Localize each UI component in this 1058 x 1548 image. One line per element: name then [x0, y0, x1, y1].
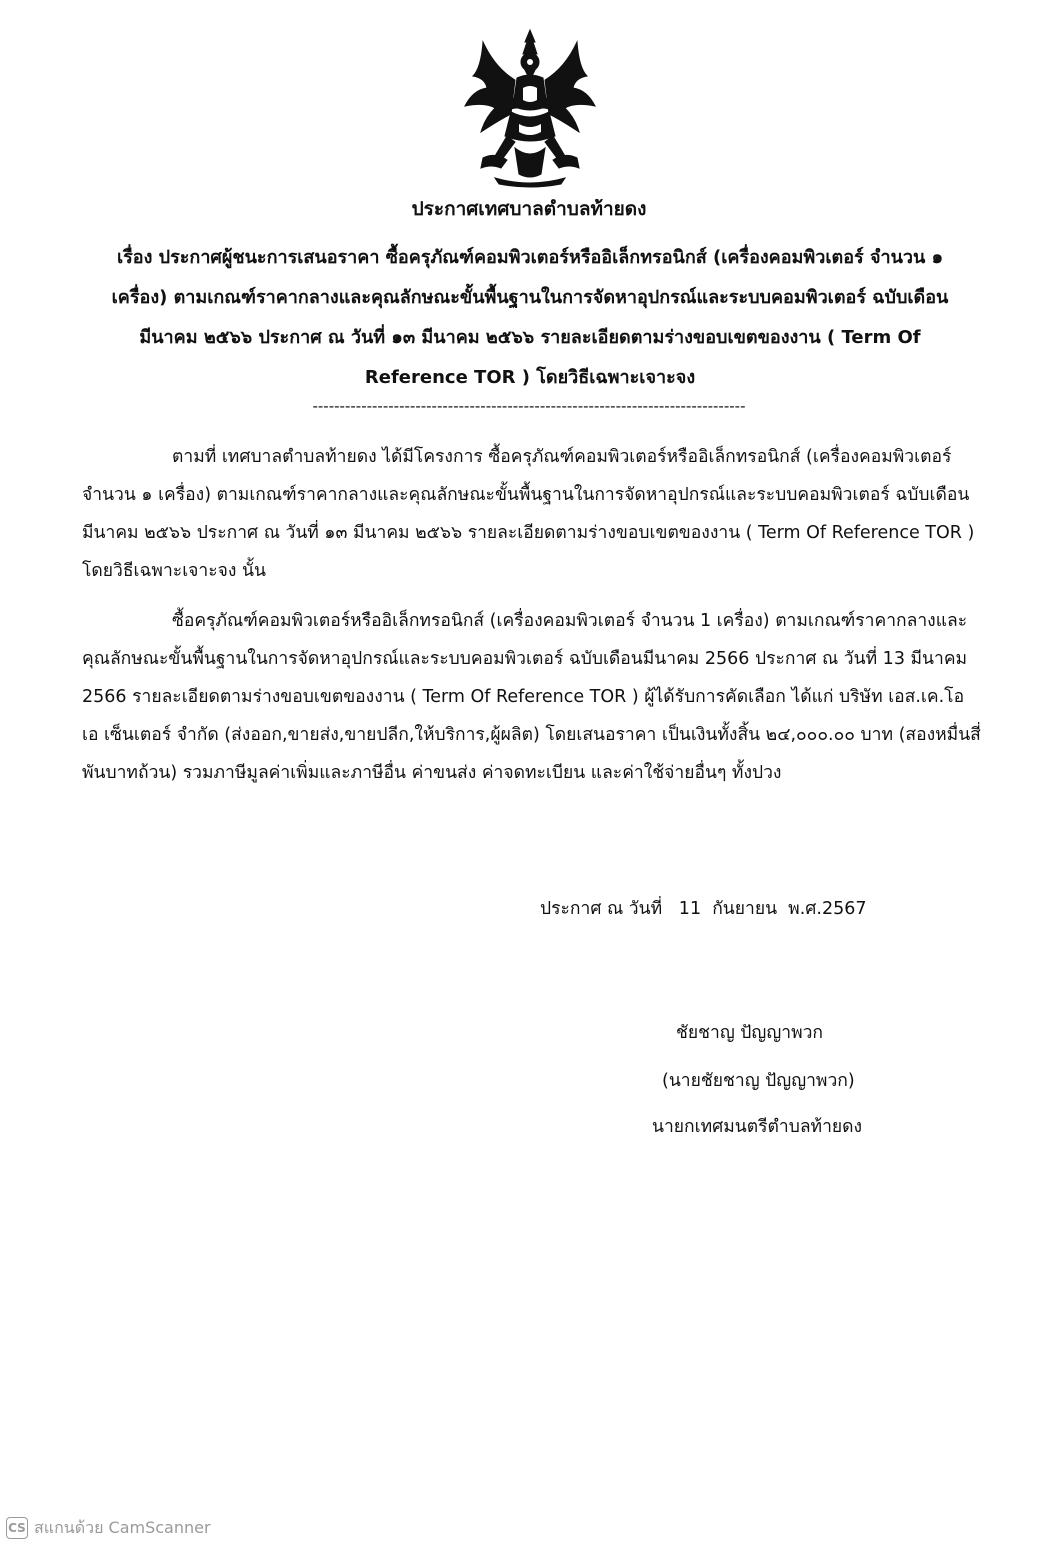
body-paragraph-1: ตามที่ เทศบาลตำบลท้ายดง ได้มีโครงการ ซื้อครุภัณฑ์คอมพิวเตอร์หรืออิเล็กทรอนิกส์ (เครื่องคอมพิวเตอร์ จำนวน ๑ เครื่อง) ตามเกณฑ์ราคากลางและคุณลักษณะขั้นพื้นฐานในการจัดหาอุปกรณ์และระบบคอมพิวเตอร์ ฉบับเดือนมีนาคม ๒๕๖๖ ประกาศ ณ วันที่ ๑๓ มีนาคม ๒๕๖๖ รายละเอียดตามร่างขอบเขตของงาน ( Term Of Reference TOR ) โดยวิธีเฉพาะเจาะจง นั้น: [82, 447, 975, 581]
camscanner-watermark: [6, 1516, 211, 1540]
announcement-org-title: ประกาศเทศบาลตำบลท้ายดง: [411, 198, 647, 220]
camscanner-label: สแกนด้วย CamScanner: [34, 1517, 211, 1537]
signer-full-name: (นายชัยชาญ ปัญญาพวก): [662, 1071, 855, 1091]
camscanner-icon: CS: [6, 1517, 28, 1539]
signature-name: ชัยชาญ ปัญญาพวก: [676, 1023, 824, 1043]
announcement-subject: เรื่อง ประกาศผู้ชนะการเสนอราคา ซื้อครุภัณฑ์คอมพิวเตอร์หรืออิเล็กทรอนิกส์ (เครื่องคอมพิวเตอร์ จำนวน ๑ เครื่อง) ตามเกณฑ์ราคากลางและคุณลักษณะขั้นพื้นฐานในการจัดหาอุปกรณ์และระบบคอมพิวเตอร์ ฉบับเดือนมีนาคม ๒๕๖๖ ประกาศ ณ วันที่ ๑๓ มีนาคม ๒๕๖๖ รายละเอียดตามร่างขอบเขตของงาน ( Term Of Reference TOR ) โดยวิธีเฉพาะเจาะจง: [111, 247, 949, 388]
body-paragraph-2: ซื้อครุภัณฑ์คอมพิวเตอร์หรืออิเล็กทรอนิกส์ (เครื่องคอมพิวเตอร์ จำนวน 1 เครื่อง) ตามเกณฑ์ราคากลางและคุณลักษณะขั้นพื้นฐานในการจัดหาอุปกรณ์และระบบคอมพิวเตอร์ ฉบับเดือนมีนาคม 2566 ประกาศ ณ วันที่ 13 มีนาคม 2566 รายละเอียดตามร่างขอบเขตของงาน ( Term Of Reference TOR ) ผู้ได้รับการคัดเลือก ได้แก่ บริษัท เอส.เค.โอ เอ เซ็นเตอร์ จำกัด (ส่งออก,ขายส่ง,ขายปลีก,ให้บริการ,ผู้ผลิต) โดยเสนอราคา เป็นเงินทั้งสิ้น ๒๔,๐๐๐.๐๐ บาท (สองหมื่นสี่พันบาทถ้วน) รวมภาษีมูลค่าเพิ่มและภาษีอื่น ค่าขนส่ง ค่าจดทะเบียน และค่าใช้จ่ายอื่นๆ ทั้งปวง: [82, 611, 981, 783]
signer-title: นายกเทศมนตรีตำบลท้ายดง: [652, 1117, 863, 1137]
garuda-emblem-icon: [455, 28, 605, 188]
divider-line: --------------------------------------------------------------------------------: [312, 397, 746, 415]
announcement-date: ประกาศ ณ วันที่ 11 กันยายน พ.ศ.2567: [540, 899, 867, 919]
